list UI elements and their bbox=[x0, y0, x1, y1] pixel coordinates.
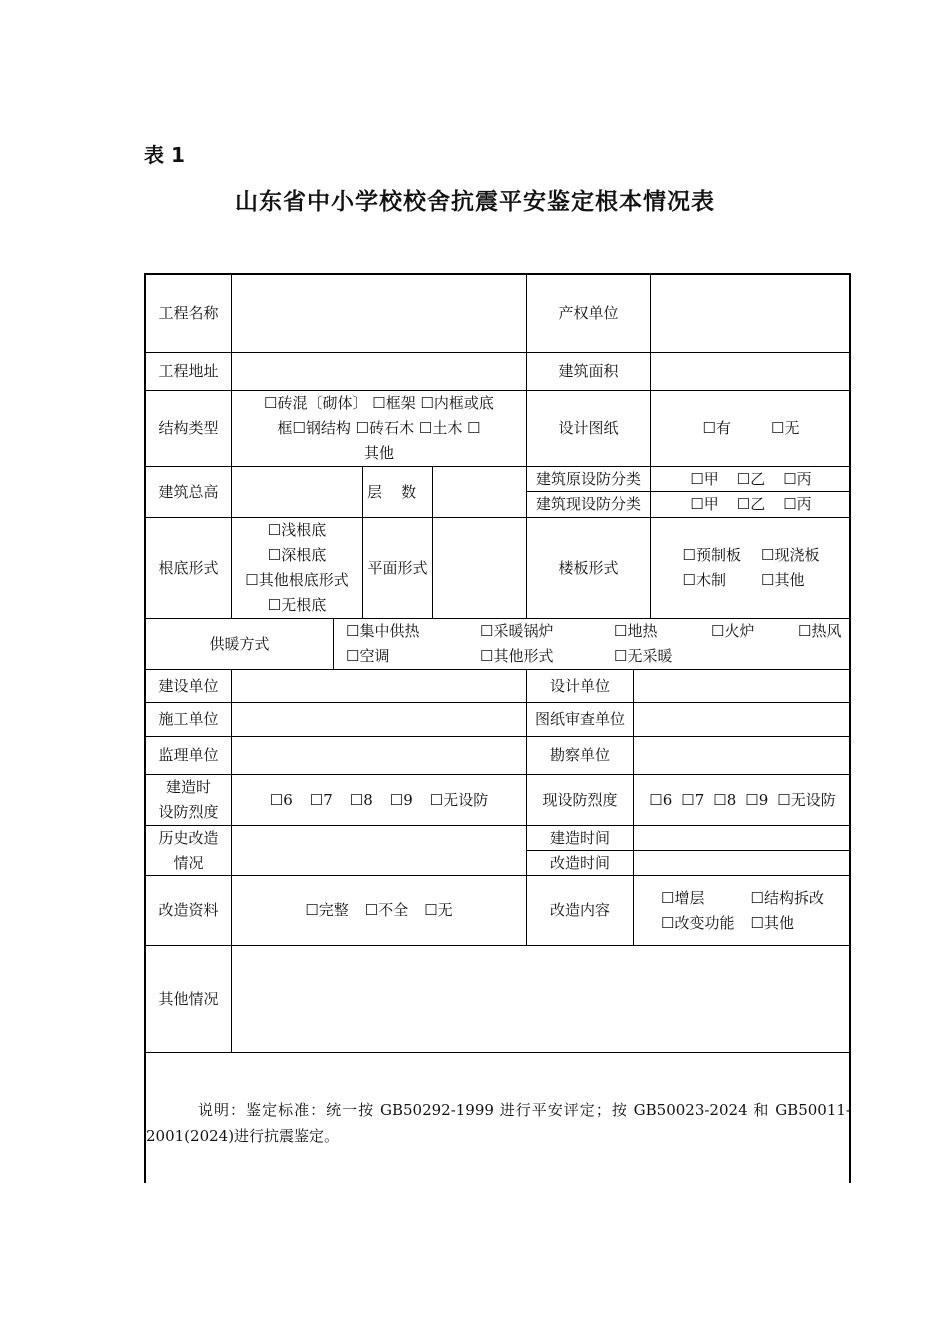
current-class-options[interactable] bbox=[651, 492, 851, 518]
retrofit-history-field[interactable] bbox=[232, 826, 527, 876]
content-structure-change-checkbox[interactable]: ☐结构拆改 bbox=[750, 888, 824, 907]
curr-class-b-checkbox[interactable]: ☐乙 bbox=[736, 495, 766, 513]
other-info-label: 其他情况 bbox=[146, 946, 232, 1053]
heating-boiler-checkbox[interactable]: ☐采暖锅炉 bbox=[480, 622, 554, 640]
curr-intensity-6-checkbox[interactable]: ☐6 bbox=[649, 790, 673, 809]
foundation-deep-checkbox[interactable]: ☐深根底 bbox=[267, 546, 327, 564]
original-class-options[interactable] bbox=[651, 467, 851, 492]
retrofit-history-label: 历史改造 情况 bbox=[146, 826, 232, 876]
structure-options-line-2[interactable]: 框☐钢结构 ☐砖石木 ☐土木 ☐ bbox=[277, 419, 481, 437]
build-intensity-none-checkbox[interactable]: ☐无设防 bbox=[429, 790, 489, 809]
content-other-checkbox[interactable]: ☐其他 bbox=[750, 913, 794, 932]
construction-unit-field[interactable] bbox=[232, 703, 527, 737]
design-drawings-options[interactable] bbox=[651, 391, 851, 467]
design-unit-label: 设计单位 bbox=[527, 670, 634, 703]
drawings-yes-checkbox[interactable]: ☐有 bbox=[702, 419, 731, 437]
curr-class-a-checkbox[interactable]: ☐甲 bbox=[690, 495, 719, 513]
heating-method-label: 供暖方式 bbox=[146, 619, 334, 670]
foundation-type-label: 根底形式 bbox=[146, 518, 232, 619]
foundation-type-options[interactable] bbox=[232, 518, 363, 619]
plan-form-label: 平面形式 bbox=[363, 518, 433, 619]
owner-unit-field[interactable] bbox=[651, 275, 851, 353]
construction-unit-label: 施工单位 bbox=[146, 703, 232, 737]
current-class-label: 建筑现设防分类 bbox=[527, 492, 651, 518]
building-area-field[interactable] bbox=[651, 353, 851, 391]
supervision-unit-label: 监理单位 bbox=[146, 737, 232, 775]
curr-class-c-checkbox[interactable]: ☐丙 bbox=[783, 495, 812, 513]
owner-unit-label: 产权单位 bbox=[527, 275, 651, 353]
project-name-field[interactable] bbox=[232, 275, 527, 353]
builder-unit-field[interactable] bbox=[232, 670, 527, 703]
orig-class-b-checkbox[interactable]: ☐乙 bbox=[736, 469, 766, 488]
structure-type-label: 结构类型 bbox=[146, 391, 232, 467]
curr-intensity-7-checkbox[interactable]: ☐7 bbox=[681, 790, 705, 809]
table-number: 表 1 bbox=[144, 143, 185, 167]
heating-none-checkbox[interactable]: ☐无采暖 bbox=[614, 647, 673, 665]
building-area-label: 建筑面积 bbox=[527, 353, 651, 391]
project-name-label: 工程名称 bbox=[146, 275, 232, 353]
other-info-field[interactable] bbox=[232, 946, 851, 1053]
current-intensity-label: 现设防烈度 bbox=[527, 775, 634, 826]
heating-method-options[interactable] bbox=[334, 619, 851, 670]
foundation-other-checkbox[interactable]: ☐其他根底形式 bbox=[245, 571, 349, 589]
survey-unit-label: 勘察单位 bbox=[527, 737, 634, 775]
foundation-none-checkbox[interactable]: ☐无根底 bbox=[267, 596, 327, 614]
orig-class-c-checkbox[interactable]: ☐丙 bbox=[783, 469, 812, 488]
original-class-label: 建筑原设防分类 bbox=[527, 467, 651, 492]
curr-intensity-9-checkbox[interactable]: ☐9 bbox=[745, 790, 769, 809]
structure-options-line-3[interactable]: 其他 bbox=[363, 444, 394, 462]
build-intensity-7-checkbox[interactable]: ☐7 bbox=[309, 790, 333, 809]
drawing-review-unit-field[interactable] bbox=[634, 703, 851, 737]
foundation-shallow-checkbox[interactable]: ☐浅根底 bbox=[267, 521, 327, 539]
floor-slab-options[interactable] bbox=[651, 518, 851, 619]
content-function-change-checkbox[interactable]: ☐改变功能 bbox=[661, 913, 735, 932]
retrofit-content-label: 改造内容 bbox=[527, 876, 634, 946]
heating-central-checkbox[interactable]: ☐集中供热 bbox=[346, 622, 420, 640]
build-intensity-options[interactable] bbox=[232, 775, 527, 826]
floors-field[interactable] bbox=[433, 467, 527, 518]
structure-options-line-1[interactable]: ☐砖混〔砌体〕 ☐框架 ☐内框或底 bbox=[264, 394, 494, 412]
survey-form-table bbox=[144, 273, 851, 1183]
slab-wood-checkbox[interactable]: ☐木制 bbox=[682, 571, 726, 589]
plan-form-field[interactable] bbox=[433, 518, 527, 619]
total-height-label: 建筑总高 bbox=[146, 467, 232, 518]
slab-precast-checkbox[interactable]: ☐预制板 bbox=[682, 546, 741, 564]
retrofit-time-field[interactable] bbox=[634, 851, 851, 876]
floor-slab-label: 楼板形式 bbox=[527, 518, 651, 619]
build-intensity-9-checkbox[interactable]: ☐9 bbox=[389, 790, 413, 809]
slab-cast-in-place-checkbox[interactable]: ☐现浇板 bbox=[761, 546, 820, 564]
build-time-field[interactable] bbox=[634, 826, 851, 851]
note-text: 说明：鉴定标准：统一按 GB50292-1999 进行平安评定；按 GB50023-2024 和 GB50011-2001(2024)进行抗震鉴定。 bbox=[146, 1101, 851, 1145]
orig-class-a-checkbox[interactable]: ☐甲 bbox=[690, 469, 719, 488]
heating-ac-checkbox[interactable]: ☐空调 bbox=[346, 647, 390, 665]
supervision-unit-field[interactable] bbox=[232, 737, 527, 775]
build-time-label: 建造时间 bbox=[527, 826, 634, 851]
design-drawings-label: 设计图纸 bbox=[527, 391, 651, 467]
document-title: 山东省中小学校校舍抗震平安鉴定根本情况表 bbox=[235, 189, 715, 215]
curr-intensity-none-checkbox[interactable]: ☐无设防 bbox=[777, 790, 836, 809]
current-intensity-options[interactable] bbox=[634, 775, 851, 826]
content-add-floor-checkbox[interactable]: ☐增层 bbox=[661, 888, 705, 907]
survey-unit-field[interactable] bbox=[634, 737, 851, 775]
heating-floor-checkbox[interactable]: ☐地热 bbox=[614, 622, 658, 640]
build-intensity-label: 建造时 设防烈度 bbox=[146, 775, 232, 826]
drawing-review-unit-label: 图纸审查单位 bbox=[527, 703, 634, 737]
slab-other-checkbox[interactable]: ☐其他 bbox=[761, 571, 805, 589]
retrofit-content-options[interactable] bbox=[634, 876, 851, 946]
total-height-field[interactable] bbox=[232, 467, 363, 518]
drawings-no-checkbox[interactable]: ☐无 bbox=[771, 419, 800, 437]
retrofit-docs-options[interactable] bbox=[232, 876, 527, 946]
docs-none-checkbox[interactable]: ☐无 bbox=[424, 901, 453, 919]
floors-label: 层 数 bbox=[363, 467, 433, 518]
builder-unit-label: 建设单位 bbox=[146, 670, 232, 703]
design-unit-field[interactable] bbox=[634, 670, 851, 703]
structure-type-options[interactable] bbox=[232, 391, 527, 467]
build-intensity-6-checkbox[interactable]: ☐6 bbox=[269, 790, 293, 809]
build-intensity-8-checkbox[interactable]: ☐8 bbox=[349, 790, 373, 809]
heating-stove-checkbox[interactable]: ☐火炉 bbox=[711, 622, 755, 640]
curr-intensity-8-checkbox[interactable]: ☐8 bbox=[713, 790, 737, 809]
retrofit-docs-label: 改造资料 bbox=[146, 876, 232, 946]
heating-other-checkbox[interactable]: ☐其他形式 bbox=[480, 647, 554, 665]
docs-incomplete-checkbox[interactable]: ☐不全 bbox=[364, 901, 409, 919]
project-address-label: 工程地址 bbox=[146, 353, 232, 391]
docs-complete-checkbox[interactable]: ☐完整 bbox=[305, 901, 349, 919]
heating-hot-air-checkbox[interactable]: ☐热风 bbox=[798, 622, 842, 640]
project-address-field[interactable] bbox=[232, 353, 527, 391]
retrofit-time-label: 改造时间 bbox=[527, 851, 634, 876]
